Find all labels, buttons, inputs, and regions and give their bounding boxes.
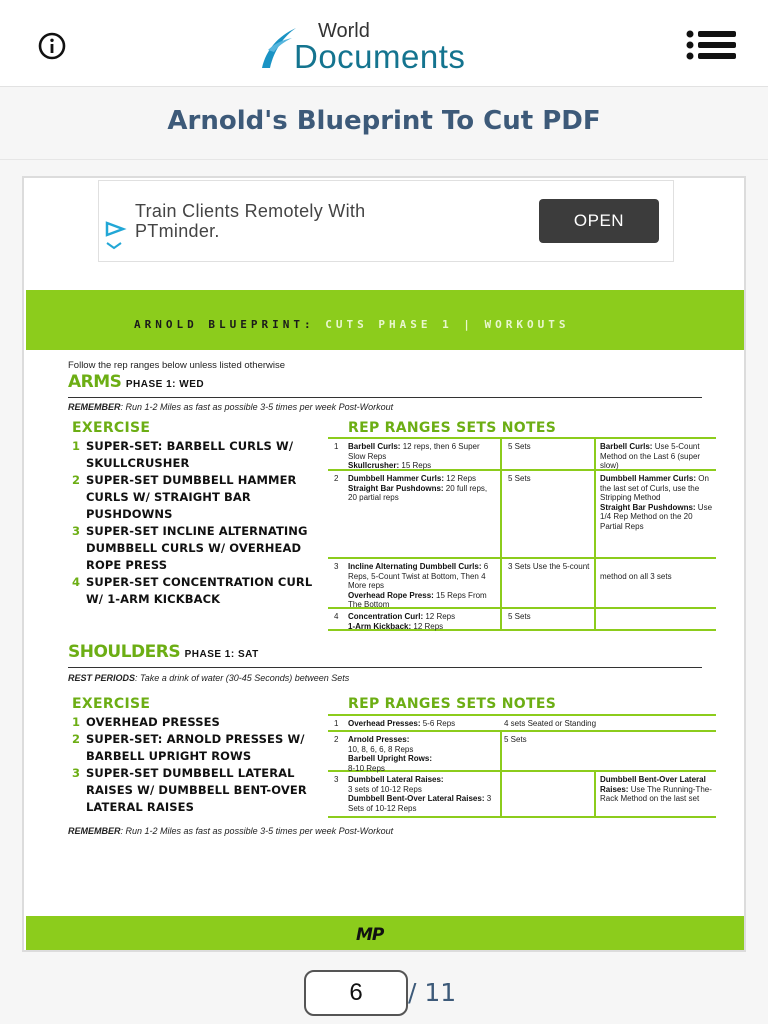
document-viewer[interactable] [22,176,746,952]
reps-value: 12 reps, then 6 Super Slow Reps [348,442,480,461]
remember-label: REMEMBER [68,402,121,412]
shoulders-exercise-list [72,714,326,816]
reps-value: 20 full reps, 20 partial reps [348,483,488,502]
reps-value: 15 Reps [399,461,432,470]
item-number: 2 [72,473,81,487]
notes-value: Use The Running-The-Rack Method on the last set [600,784,712,803]
arms-exercise-list [72,438,326,608]
list-item [72,765,326,816]
list-item [72,523,326,574]
arms-remember [68,402,393,412]
reps-label: Straight Bar Pushdowns: [348,483,444,493]
reps-cell [348,719,498,729]
notes-label: Barbell Curls: [600,442,653,451]
notes-value: Use 5-Count Method on the Last 6 (super slow) [600,442,701,470]
reps-value: 12 Reps [423,612,456,621]
shoulders-heading [68,642,259,662]
arms-table [328,437,716,629]
row-number: 4 [334,612,339,621]
sets-cell: 5 Sets [508,442,531,451]
reps-cell [348,612,498,631]
item-text: SUPER-SET CONCENTRATION CURL W/ 1-ARM KICKBACK [86,575,313,606]
sets-cell: 5 Sets [504,735,527,744]
shoulders-rest-periods [68,673,349,683]
reps-label: Skullcrusher: [348,461,400,470]
reps-label: Overhead Presses: [348,719,421,728]
mp-logo: MP [356,925,384,945]
notes-cell: method on all 3 sets [600,572,672,581]
shoulders-table-header: REP RANGES SETS NOTES [348,696,557,712]
reps-label: Barbell Upright Rows: [348,754,433,763]
arms-heading [68,372,204,392]
ad-open-button[interactable]: OPEN [539,199,659,243]
item-number: 3 [72,766,81,780]
reps-value: 12 Reps [444,474,477,483]
reps-value: 8-10 Reps [348,763,385,773]
divider [68,667,702,668]
logo-world-text: World [318,20,370,42]
pdf-page [26,290,746,952]
intro-text: Follow the rep ranges below unless listed otherwise [68,360,286,371]
reps-value: 15 Reps From The Bottom [348,590,487,609]
notes-label: Dumbbell Bent-Over Lateral Raises: [600,775,706,794]
reps-value: 10, 8, 6, 6, 8 Reps [348,744,414,754]
info-icon[interactable] [30,31,74,61]
reps-cell [348,735,498,773]
menu-list-icon[interactable] [686,30,738,60]
page-number-input[interactable]: 6 [304,970,408,1016]
column-divider [594,772,596,816]
row-number: 3 [334,562,339,571]
shoulders-exercise-header: EXERCISE [72,696,151,712]
sets-cell: 3 Sets Use the 5-count [508,562,590,571]
item-number: 2 [72,732,81,746]
ad-text: Train Clients Remotely With PTminder. [135,201,366,241]
page-total: / 11 [408,978,457,1007]
notes-value: Use 1/4 Rep Method on the 20 Partial Reps [600,502,713,531]
reps-cell [348,442,498,471]
reps-value: 5-6 Reps [420,719,456,728]
arms-phase: PHASE 1: WED [125,379,205,390]
sets-cell: 5 Sets [508,612,531,621]
row-number: 1 [334,719,339,728]
notes-value: On the last set of Curls, use the Stripping Method [600,474,709,502]
shoulders-phase: PHASE 1: SAT [184,649,259,660]
remember-text: : Run 1-2 Miles as fast as possible 3-5 times per week Post-Workout [120,826,394,836]
remember-text: : Run 1-2 Miles as fast as possible 3-5 times per week Post-Workout [120,402,394,412]
reps-label: Overhead Rope Press: [348,590,434,600]
row-number: 2 [334,735,339,744]
item-text: OVERHEAD PRESSES [86,715,220,729]
reps-cell [348,775,498,813]
reps-value: 3 sets of 10-12 Reps [348,784,422,794]
page-title: Arnold's Blueprint To Cut PDF [167,106,601,136]
reps-value: 6 Reps, 5-Count Twist at Bottom, Then 4 More reps [348,562,489,590]
arms-exercise-header: EXERCISE [72,420,151,436]
reps-label: Arnold Presses: [348,735,410,744]
item-text: SUPER-SET: ARNOLD PRESSES W/ BARBELL UPRIGHT ROWS [86,732,305,763]
table-row [328,716,716,732]
notes-cell [600,442,714,471]
item-number: 3 [72,524,81,538]
column-divider [500,732,502,816]
ad-banner[interactable] [98,180,674,262]
list-item [72,731,326,765]
reps-label: Concentration Curl: [348,612,424,621]
reps-label: Dumbbell Hammer Curls: [348,474,445,483]
arms-table-header: REP RANGES SETS NOTES [348,420,557,436]
table-row [328,772,716,818]
item-number: 1 [72,715,81,729]
row-number: 3 [334,775,339,784]
reps-label: Dumbbell Bent-Over Lateral Raises: [348,794,485,803]
table-row [328,609,716,631]
notes-label: Dumbbell Hammer Curls: [600,474,697,483]
item-number: 4 [72,575,81,589]
rest-text: : Take a drink of water (30-45 Seconds) between Sets [135,673,350,683]
ad-play-icon [103,221,129,262]
shoulders-remember [68,826,393,836]
reps-label: Incline Alternating Dumbbell Curls: [348,562,482,571]
pdf-footer-banner [26,916,746,952]
shoulders-table [328,714,716,816]
arms-title: ARMS [68,372,122,392]
list-item [72,472,326,523]
reps-cell [348,562,498,610]
row-number: 1 [334,442,339,451]
logo-documents-text: Documents [294,38,466,75]
notes-label: Straight Bar Pushdowns: [600,502,696,512]
item-text: SUPER-SET DUMBBELL LATERAL RAISES W/ DUMBBELL BENT-OVER LATERAL RAISES [86,766,307,814]
list-item [72,574,326,608]
table-row [328,471,716,559]
shoulders-title: SHOULDERS [68,642,181,662]
sets-cell: 4 sets Seated or Standing [504,719,597,728]
reps-cell [348,474,498,503]
item-text: SUPER-SET: BARBELL CURLS W/ SKULLCRUSHER [86,439,294,470]
table-row [328,439,716,471]
list-item [72,438,326,472]
reps-label: Barbell Curls: [348,442,401,451]
column-divider [500,439,502,629]
sets-cell: 5 Sets [508,474,531,483]
banner-left-text: ARNOLD BLUEPRINT: [134,318,315,331]
item-text: SUPER-SET DUMBBELL HAMMER CURLS W/ STRAIGHT BAR PUSHDOWNS [86,473,297,521]
item-number: 1 [72,439,81,453]
reps-label: 1-Arm Kickback: [348,621,412,631]
list-item [72,714,326,731]
column-divider [594,439,596,629]
table-row [328,559,716,609]
banner-right-text: CUTS PHASE 1 | WORKOUTS [325,318,570,331]
banner-text [134,318,570,331]
remember-label: REMEMBER [68,826,121,836]
site-logo[interactable] [258,18,538,76]
table-row [328,732,716,772]
divider [68,397,702,398]
notes-cell [600,474,714,531]
reps-label: Dumbbell Lateral Raises: [348,775,444,784]
reps-value: 3 Sets of 10-12 Reps [348,794,492,813]
notes-cell [600,775,714,804]
pdf-header-banner [26,290,746,350]
row-number: 2 [334,474,339,483]
top-bar [0,0,768,87]
reps-value: 12 Reps [411,621,444,631]
item-text: SUPER-SET INCLINE ALTERNATING DUMBBELL CURLS W/ OVERHEAD ROPE PRESS [86,524,308,572]
rest-label: REST PERIODS [68,673,136,683]
